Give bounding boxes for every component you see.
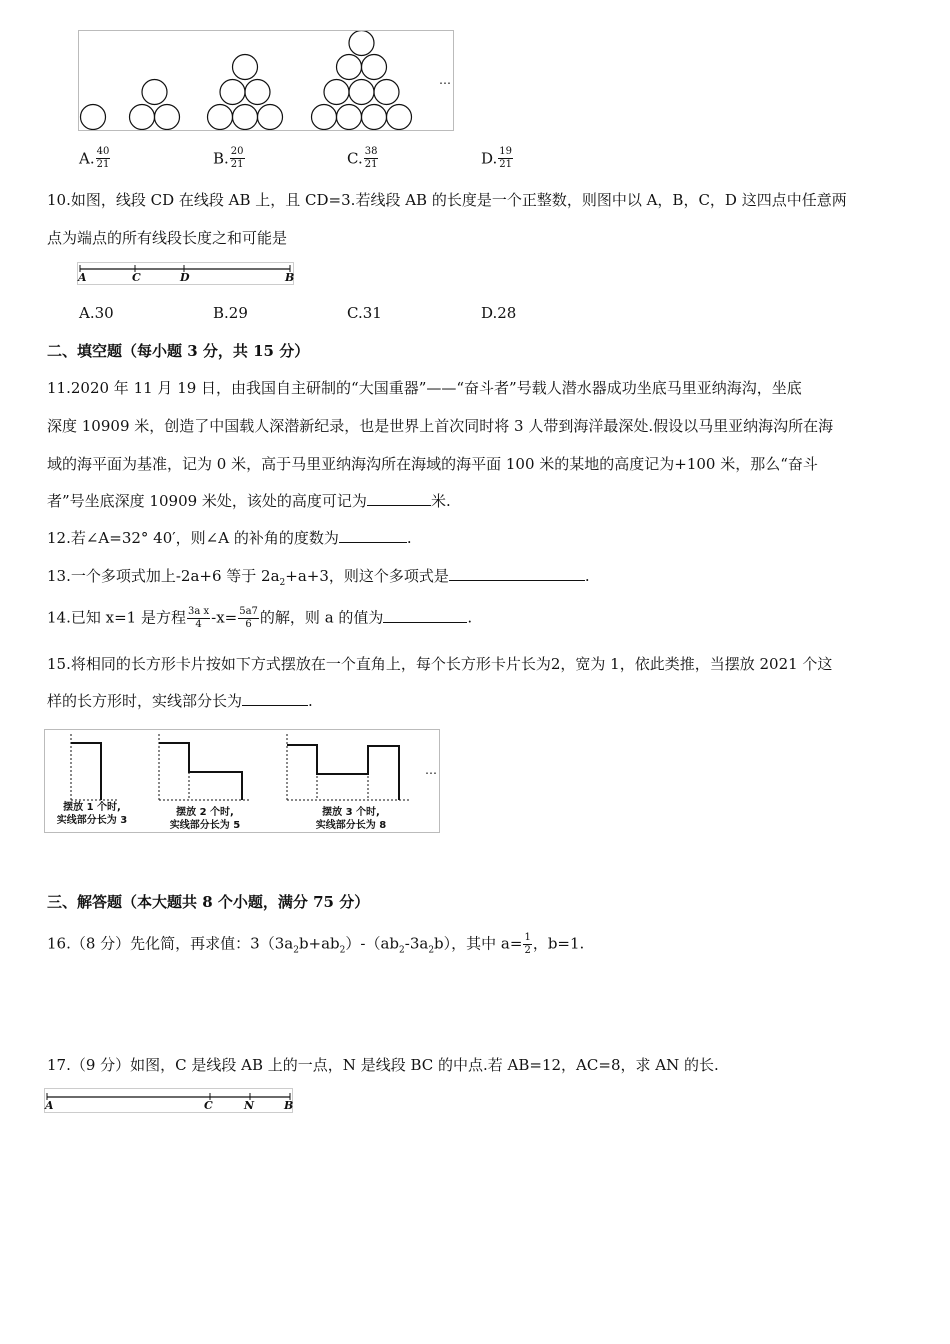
segment-line <box>44 1088 294 1114</box>
option-fraction: $\frac{20}{21}$ <box>230 146 244 170</box>
q9-option-c[interactable] <box>347 146 379 171</box>
q12-text: 12.若∠A=32° 40′，则∠A 的补角的度数为 <box>47 529 339 547</box>
point-label-c: C <box>132 271 141 284</box>
q14-line <box>47 606 472 631</box>
q11-text-line2: 深度 10909 米，创造了中国载人深潜新纪录，也是世界上首次同时将 3 人带到海洋最深处.假设以马里亚纳海沟所在海 <box>47 417 834 435</box>
q12-answer-blank[interactable] <box>339 528 407 543</box>
point-label-c: C <box>204 1099 213 1112</box>
q16-text-f: ，b=1. <box>532 934 585 953</box>
q15-period: . <box>308 692 313 710</box>
q15-text: 样的长方形时，实线部分长为 <box>47 692 243 710</box>
q14-fraction-2: $\frac{5a7}{6}$ <box>239 606 258 630</box>
q16-text-e: b），其中 a= <box>434 934 523 953</box>
q16-exp-4: 2 <box>428 945 435 956</box>
q13-text-rest: +a+3，则这个多项式是 <box>285 567 449 585</box>
circles-drawing <box>79 31 453 130</box>
q10-text-line1: 10.如图，线段 CD 在线段 AB 上，且 CD=3.若线段 AB 的长度是一个正整数，则图中以 A，B，C，D 这四点中任意两 <box>47 191 847 209</box>
q10-segment-figure <box>77 262 295 286</box>
option-fraction: $\frac{40}{21}$ <box>96 146 110 170</box>
q13-exponent: 2 <box>279 578 286 588</box>
q16-text-d: -3a <box>404 934 429 953</box>
q16-text-a: 16.（8 分）先化简，再求值：3（3a <box>47 934 294 953</box>
q14-minus-x: -x= <box>211 608 238 627</box>
q15-caption-1: 摆放 1 个时, 实线部分长为 3 <box>56 802 128 826</box>
q14-period: . <box>467 608 473 627</box>
q14-answer-blank[interactable] <box>383 608 467 623</box>
q9-circles-figure <box>78 30 454 131</box>
point-label-a: A <box>45 1099 54 1112</box>
q15-text-line2 <box>47 690 313 712</box>
q9-option-b[interactable] <box>213 146 246 171</box>
section-2-heading: 二、填空题（每小题 3 分，共 15 分） <box>47 342 310 360</box>
q11-text-line3: 域的海平面为基准，记为 0 米，高于马里亚纳海沟所在海域的海平面 100 米的某地的高度记为+100 米，那么“奋斗 <box>47 455 818 473</box>
q11-text: 者”号坐底深度 10909 米处，该处的高度可记为 <box>47 492 367 510</box>
q10-option-b[interactable]: B.29 <box>213 304 248 322</box>
q16-fraction: $\frac{1}{2}$ <box>524 932 531 956</box>
q11-unit: 米. <box>430 492 451 510</box>
q13-answer-blank[interactable] <box>449 566 585 581</box>
q9-option-d[interactable] <box>481 146 514 171</box>
q16-exp-3: 2 <box>399 945 405 956</box>
point-label-b: B <box>285 271 295 284</box>
option-label: A. <box>79 149 95 168</box>
q15-rectangles-figure <box>44 729 440 833</box>
point-label-n: N <box>244 1099 255 1112</box>
q10-option-c[interactable]: C.31 <box>347 304 382 322</box>
q15-caption-3: 摆放 3 个时, 实线部分长为 8 <box>315 807 387 831</box>
q11-text-line4 <box>47 490 451 512</box>
q10-option-d[interactable]: D.28 <box>481 304 517 322</box>
q10-option-a[interactable]: A.30 <box>79 304 114 322</box>
q16-text-b: b+ab <box>298 934 340 953</box>
q10-text-line2: 点为端点的所有线段长度之和可能是 <box>47 229 288 247</box>
q9-more-mark: … <box>439 73 451 87</box>
q14-fraction-1: $\frac{\text{3a x}}{4}$ <box>187 606 210 630</box>
q16-text-c: ）-（ab <box>345 934 400 953</box>
point-label-d: D <box>180 271 190 284</box>
q15-text-line1: 15.将相同的长方形卡片按如下方式摆放在一个直角上，每个长方形卡片长为2，宽为 1，依此类推，当摆放 2021 个这 <box>47 655 833 673</box>
q9-option-a[interactable] <box>79 146 111 171</box>
q15-caption-2: 摆放 2 个时, 实线部分长为 5 <box>169 807 241 831</box>
option-fraction: $\frac{38}{21}$ <box>364 146 378 170</box>
option-label: B. <box>213 149 229 168</box>
q17-text: 17.（9 分）如图，C 是线段 AB 上的一点，N 是线段 BC 的中点.若 AB=12，AC=8，求 AN 的长. <box>47 1056 719 1074</box>
q11-text-line1: 11.2020 年 11 月 19 日，由我国自主研制的“大国重器”——“奋斗者”号载人潜水器成功坐底马里亚纳海沟，坐底 <box>47 379 802 397</box>
q15-answer-blank[interactable] <box>242 691 308 706</box>
q13-text: 13.一个多项式加上-2a+6 等于 2a <box>47 567 280 585</box>
q16-exp-2: 2 <box>339 945 346 956</box>
q14-text-rest: 的解，则 a 的值为 <box>259 608 384 627</box>
q16-exp-1: 2 <box>293 945 299 956</box>
option-label: C. <box>347 149 363 168</box>
q12-line <box>47 527 412 549</box>
point-label-a: A <box>78 271 87 284</box>
point-label-b: B <box>284 1099 294 1112</box>
q15-more-mark: … <box>425 763 437 777</box>
option-label: D. <box>481 149 498 168</box>
q13-period: . <box>584 567 590 585</box>
q16-line <box>47 932 584 962</box>
q17-segment-figure <box>44 1088 294 1114</box>
section-3-heading: 三、解答题（本大题共 8 个小题，满分 75 分） <box>47 893 370 911</box>
q14-text: 14.已知 x=1 是方程 <box>47 608 186 627</box>
q12-period: . <box>406 529 412 547</box>
q13-line <box>47 565 590 594</box>
option-fraction: $\frac{19}{21}$ <box>499 146 512 170</box>
q11-answer-blank[interactable] <box>367 491 431 506</box>
